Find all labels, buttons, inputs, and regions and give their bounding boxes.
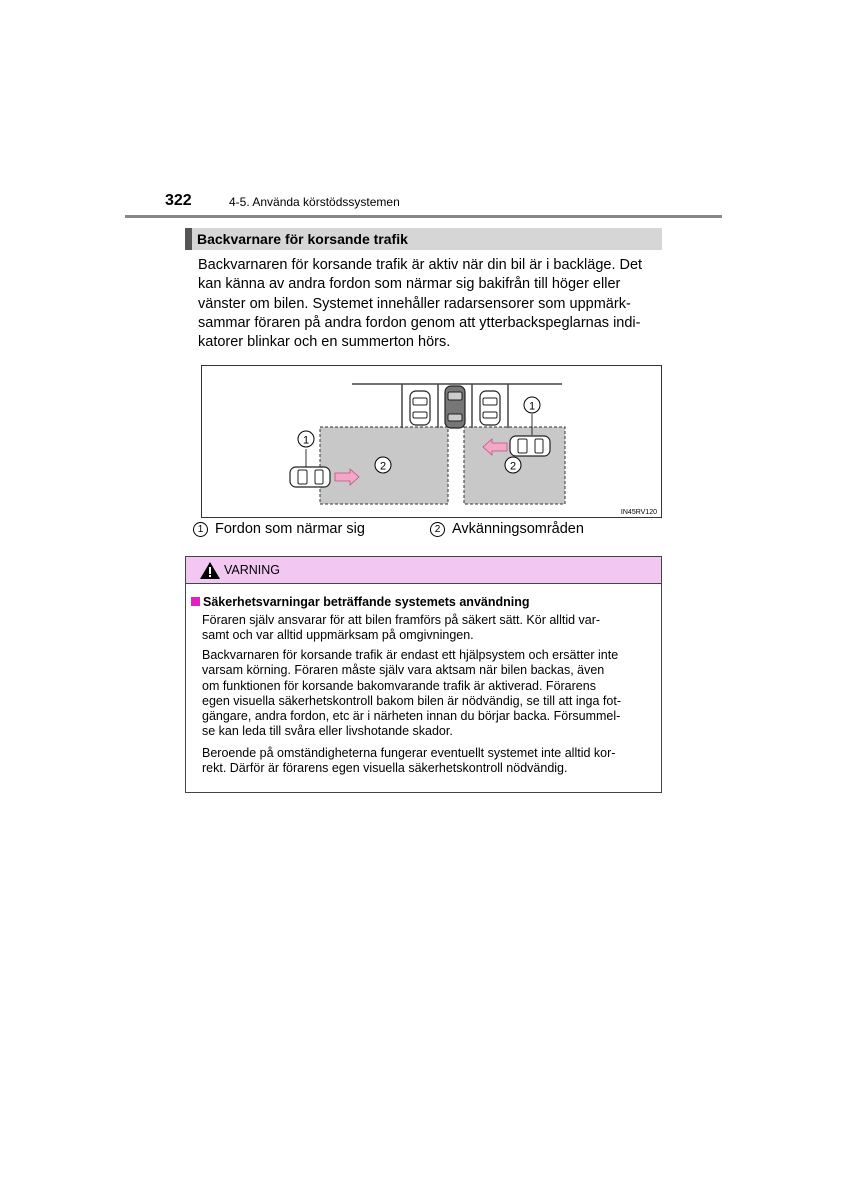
- intro-line: sammar föraren på andra fordon genom att ytterbackspeglarnas indi-: [198, 314, 641, 331]
- callout-1-left: [298, 431, 314, 467]
- rcta-diagram: [201, 365, 662, 518]
- callout-2-left: [375, 457, 391, 473]
- figure-code: IN45RV120: [620, 509, 657, 516]
- warning-label: VARNING: [224, 563, 281, 577]
- legend-number: 1: [193, 522, 208, 537]
- warning-box: [185, 556, 662, 793]
- warning-subtitle: Säkerhetsvarningar beträffande systemets användning: [191, 595, 530, 609]
- parked-car: [410, 391, 430, 425]
- parked-car: [480, 391, 500, 425]
- legend-item-2: [430, 521, 584, 537]
- section-header: [185, 228, 662, 250]
- intro-line: kan känna av andra fordon som närmar sig bakifrån till höger eller: [198, 276, 621, 293]
- approaching-car-right: [510, 436, 550, 456]
- section-title: Backvarnare för korsande trafik: [197, 231, 408, 247]
- legend-item-1: [193, 521, 365, 537]
- svg-text:2: 2: [509, 460, 517, 473]
- svg-text:1: 1: [528, 400, 536, 413]
- warning-paragraph-3: Beroende på omständigheterna fungerar eventuellt systemet inte alltid kor- rekt. Därför är förarens egen visuella säkerhetskontroll nödvändig.: [202, 746, 616, 776]
- approaching-car-left: [290, 467, 330, 487]
- intro-line: katorer blinkar och en summerton hörs.: [198, 334, 451, 351]
- svg-text:1: 1: [302, 434, 310, 447]
- warning-header: [186, 557, 661, 584]
- warning-triangle-icon: [200, 562, 220, 579]
- legend-text: Avkänningsområden: [452, 521, 584, 537]
- warning-paragraph-2: Backvarnaren för korsande trafik är endast ett hjälpsystem och ersätter inte varsam körning. Föraren måste själv vara aktsam när bilen backas, även om funktionen för korsande bakomvarande trafik är aktiverad. Förarens egen visuella säkerhetskontroll bakom bilen är nödvändig, se till att inga fot- gängare, andra fordon, etc är i närheten innan du börjar backa. Försummel- se kan leda till svåra eller livshotande skador.: [202, 648, 621, 739]
- intro-line: Backvarnaren för korsande trafik är aktiv när din bil är i backläge. Det: [198, 257, 643, 273]
- reversing-car: [445, 386, 465, 428]
- intro-paragraph: [198, 256, 659, 352]
- page-number: 322: [165, 192, 192, 209]
- section-accent: [185, 228, 192, 250]
- chapter-title: 4-5. Använda körstödssystemen: [229, 195, 400, 209]
- legend-text: Fordon som närmar sig: [215, 521, 365, 537]
- svg-text:2: 2: [379, 460, 387, 473]
- intro-line: vänster om bilen. Systemet innehåller radarsensorer som uppmärk-: [198, 295, 631, 312]
- bullet-square-icon: [191, 597, 200, 606]
- warning-paragraph-1: Föraren själv ansvarar för att bilen framförs på säkert sätt. Kör alltid var- samt och var alltid uppmärksam på omgivningen.: [202, 613, 601, 643]
- header-divider: [125, 215, 722, 218]
- callout-2-right: [505, 457, 521, 473]
- legend-number: 2: [430, 522, 445, 537]
